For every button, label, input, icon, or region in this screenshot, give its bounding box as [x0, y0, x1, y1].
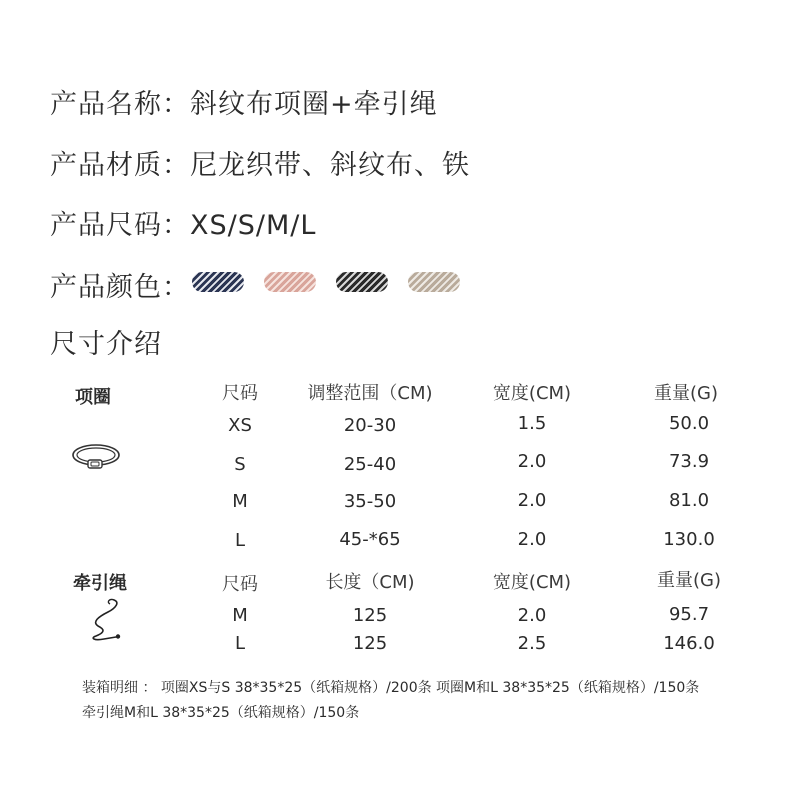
color-swatch-pink	[264, 272, 316, 292]
collar-cell: 25-40	[343, 454, 397, 475]
collar-header-width: 宽度(CM)	[492, 383, 572, 404]
packing-note-line1: 装箱明细 ： 项圈XS与S 38*35*25（纸箱规格）/200条 项圈M和L 38*35*25（纸箱规格）/150条	[82, 680, 700, 696]
product-material: 产品材质：尼龙织带、斜纹布、铁	[50, 150, 470, 181]
leash-header-length: 长度（CM)	[325, 572, 415, 593]
leash-cell: 2.5	[517, 633, 547, 654]
leash-cell: 125	[352, 605, 388, 626]
collar-cell: 130.0	[663, 529, 715, 550]
collar-cell: 1.5	[517, 413, 547, 434]
collar-icon	[70, 440, 126, 474]
leash-cell: 146.0	[663, 633, 715, 654]
collar-cell: L	[234, 530, 246, 551]
collar-cell: 2.0	[517, 529, 547, 550]
collar-cell: 50.0	[668, 413, 710, 434]
collar-cell: 2.0	[517, 490, 547, 511]
collar-header-weight: 重量(G)	[654, 383, 718, 404]
size-section-title: 尺寸介绍	[50, 329, 162, 360]
collar-cell: S	[234, 454, 246, 475]
collar-label: 项圈	[75, 387, 111, 408]
collar-cell: 20-30	[343, 415, 397, 436]
leash-header-weight: 重量(G)	[657, 570, 721, 591]
leash-cell: L	[234, 633, 246, 654]
product-name: 产品名称：斜纹布项圈+牵引绳	[50, 89, 438, 120]
collar-header-range: 调整范围（CM)	[307, 383, 433, 404]
collar-cell: 35-50	[343, 491, 397, 512]
collar-cell: 2.0	[517, 451, 547, 472]
leash-header-width: 宽度(CM)	[492, 572, 572, 593]
leash-label: 牵引绳	[73, 573, 127, 594]
leash-cell: 2.0	[517, 605, 547, 626]
color-swatch-black	[336, 272, 388, 292]
leash-cell: 125	[352, 633, 388, 654]
collar-cell: 45-*65	[339, 529, 401, 550]
packing-note-line2: 牵引绳M和L 38*35*25（纸箱规格）/150条	[82, 705, 360, 721]
color-swatch-beige	[408, 272, 460, 292]
collar-cell: XS	[228, 415, 252, 436]
leash-icon	[84, 596, 132, 644]
collar-cell: 73.9	[668, 451, 710, 472]
leash-cell: 95.7	[668, 604, 710, 625]
product-size: 产品尺码：XS/S/M/L	[50, 210, 317, 241]
product-color-label: 产品颜色：	[50, 272, 190, 303]
leash-header-size: 尺码	[222, 574, 258, 595]
collar-header-size: 尺码	[222, 383, 258, 404]
collar-cell: 81.0	[668, 490, 710, 511]
collar-cell: M	[232, 491, 248, 512]
leash-cell: M	[232, 605, 248, 626]
color-swatch-navy	[192, 272, 244, 292]
